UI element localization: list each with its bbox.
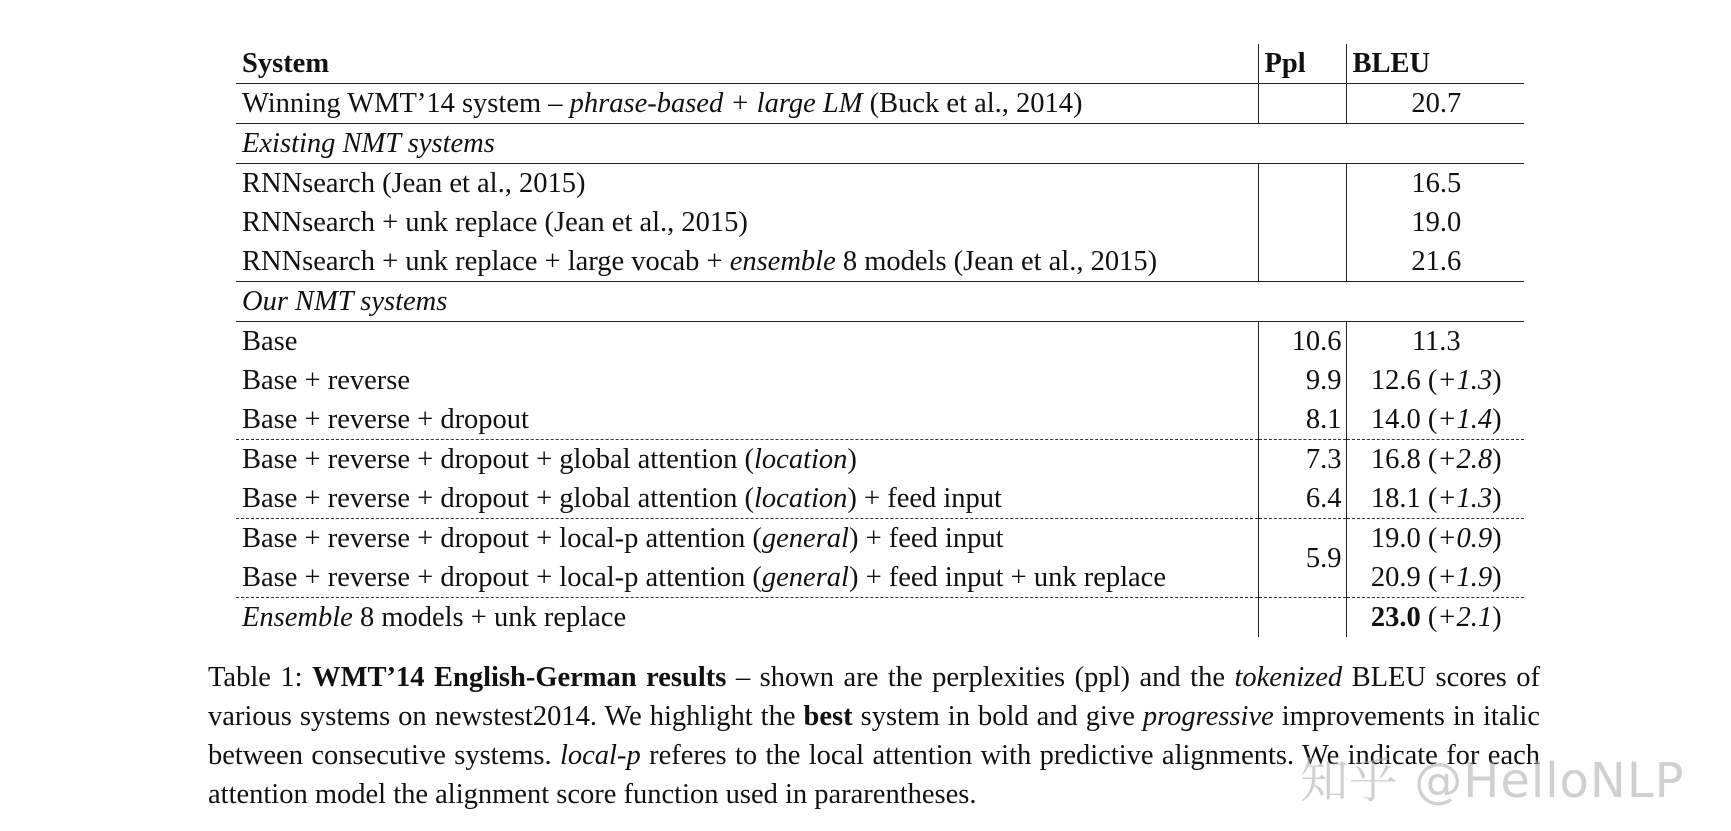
bleu-cell: 20.9 (+1.9) bbox=[1346, 558, 1524, 598]
section-existing-label: Existing NMT systems bbox=[236, 124, 1524, 164]
results-table-wrapper bbox=[236, 44, 1524, 637]
table-row bbox=[236, 361, 1524, 400]
table-row bbox=[236, 242, 1524, 282]
system-cell: RNNsearch + unk replace + large vocab + ensemble 8 models (Jean et al., 2015) bbox=[236, 242, 1258, 282]
system-cell: Base + reverse + dropout + local-p attention (general) + feed input + unk replace bbox=[236, 558, 1258, 598]
system-cell: Base + reverse + dropout + local-p attention (general) + feed input bbox=[242, 523, 1004, 554]
bleu-cell-best: 21.6 bbox=[1346, 242, 1524, 282]
header-bleu: BLEU bbox=[1346, 44, 1524, 84]
winning-ppl bbox=[1258, 84, 1346, 124]
bleu-cell: 16.5 bbox=[1346, 164, 1524, 204]
section-ours-label: Our NMT systems bbox=[236, 282, 1524, 322]
table-row bbox=[236, 322, 1524, 362]
table-row bbox=[236, 479, 1524, 519]
bleu-cell: 16.8 (+2.8) bbox=[1346, 440, 1524, 480]
winning-bleu: 20.7 bbox=[1346, 84, 1524, 124]
bleu-cell: 19.0 bbox=[1346, 203, 1524, 242]
ppl-cell bbox=[1258, 164, 1346, 204]
table-row bbox=[236, 519, 1524, 559]
table-caption: Table 1: WMT’14 English-German results – shown are the perplexities (ppl) and the tokenized BLEU scores of various systems on newstest2014. We highlight the best system in bold and give progressive improvements in italic between consecutive systems. local-p referes to the local attention with predictive alignments. We indicate for each attention model the alignment score function used in pararentheses. bbox=[208, 662, 1540, 810]
ppl-cell-merged: 5.9 bbox=[1258, 519, 1346, 598]
bleu-cell: 11.3 bbox=[1346, 322, 1524, 362]
table-row bbox=[236, 203, 1524, 242]
bleu-cell: 18.1 (+1.3) bbox=[1346, 479, 1524, 519]
bleu-cell: 19.0 (+0.9) bbox=[1346, 519, 1524, 559]
system-cell: Base + reverse + dropout bbox=[236, 400, 1258, 440]
table-row bbox=[236, 400, 1524, 440]
header-system: System bbox=[236, 44, 1258, 84]
caption-label: Table 1: bbox=[208, 662, 313, 693]
ppl-cell: 7.3 bbox=[1258, 440, 1346, 480]
system-cell: Base + reverse + dropout + global attention (location) bbox=[242, 444, 857, 475]
system-cell: RNNsearch (Jean et al., 2015) bbox=[242, 168, 586, 199]
bleu-cell-best: 23.0 (+2.1) bbox=[1346, 598, 1524, 638]
table-header-row bbox=[236, 44, 1524, 84]
ppl-cell: 10.6 bbox=[1258, 322, 1346, 362]
winning-system: Winning WMT’14 system – phrase-based + large LM (Buck et al., 2014) bbox=[236, 84, 1258, 124]
table-row-winning bbox=[236, 84, 1524, 124]
ppl-cell bbox=[1258, 598, 1346, 638]
section-existing bbox=[236, 124, 1524, 164]
ppl-cell bbox=[1258, 203, 1346, 242]
bleu-cell: 14.0 (+1.4) bbox=[1346, 400, 1524, 440]
ppl-cell: 9.9 bbox=[1258, 361, 1346, 400]
system-cell: Base + reverse bbox=[242, 365, 410, 396]
caption-title: WMT’14 English-German results bbox=[312, 662, 727, 693]
table-row bbox=[236, 440, 1524, 480]
system-cell: Base + reverse + dropout + global attention (location) + feed input bbox=[236, 479, 1258, 519]
ppl-cell bbox=[1258, 242, 1346, 282]
system-cell: Ensemble 8 models + unk replace bbox=[242, 602, 627, 633]
header-ppl: Ppl bbox=[1258, 44, 1346, 84]
system-cell: RNNsearch + unk replace (Jean et al., 2015) bbox=[242, 207, 748, 238]
bleu-cell: 12.6 (+1.3) bbox=[1346, 361, 1524, 400]
system-cell: Base bbox=[242, 326, 298, 357]
section-ours bbox=[236, 282, 1524, 322]
table-row bbox=[236, 598, 1524, 638]
ppl-cell: 6.4 bbox=[1258, 479, 1346, 519]
ppl-cell: 8.1 bbox=[1258, 400, 1346, 440]
table-row bbox=[236, 164, 1524, 204]
watermark: 知乎 @HelloNLP bbox=[1300, 753, 1685, 809]
results-table bbox=[236, 44, 1524, 637]
